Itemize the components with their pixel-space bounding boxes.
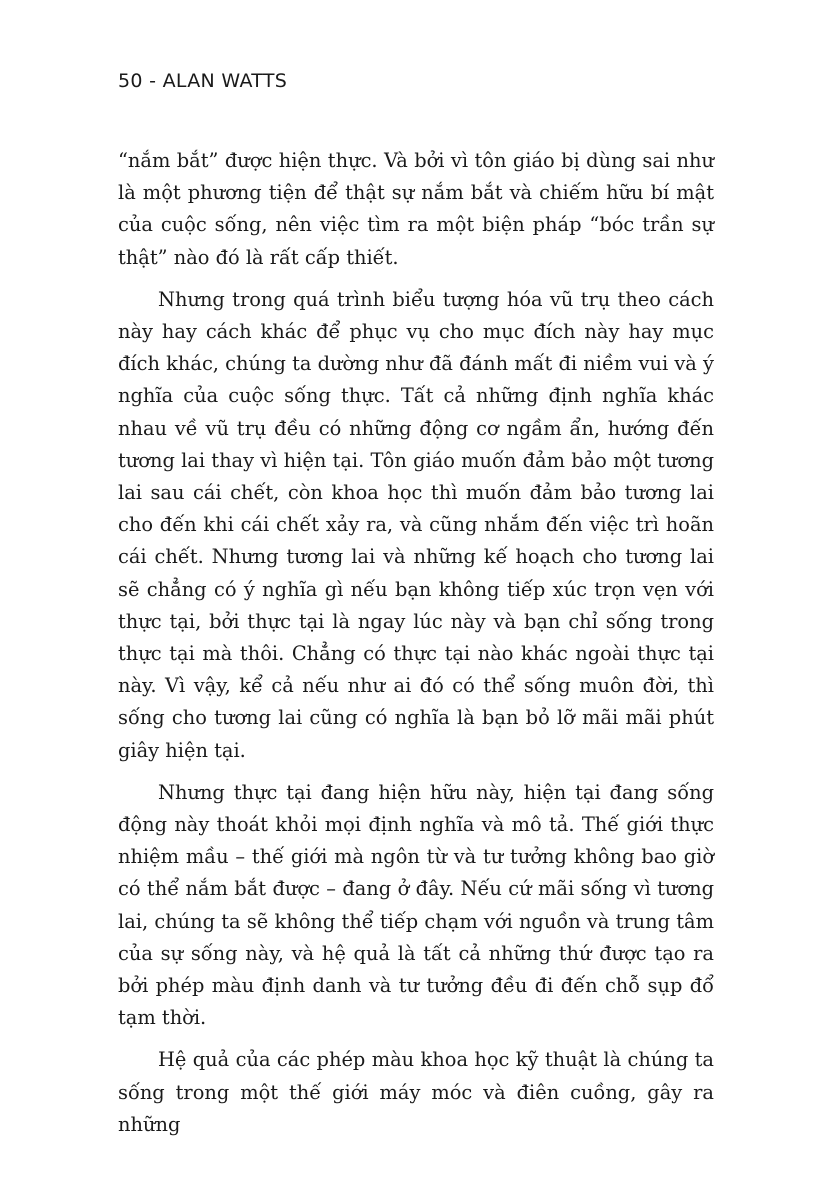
author-name: ALAN WATTS bbox=[162, 70, 288, 92]
paragraph: Nhưng trong quá trình biểu tượng hóa vũ trụ theo cách này hay cách khác để phục vụ cho mục đích này hay mục đích khác, chúng ta dường như đã đánh mất đi niềm vui và ý nghĩa của cuộc sống thực. Tất cả những định nghĩa khác nhau về vũ trụ đều có những động cơ ngầm ẩn, hướng đến tương lai thay vì hiện tại. Tôn giáo muốn đảm bảo một tương lai sau cái chết, còn khoa học thì muốn đảm bảo tương lai cho đến khi cái chết xảy ra, và cũng nhắm đến việc trì hoãn cái chết. Nhưng tương lai và những kế hoạch cho tương lai sẽ chẳng có ý nghĩa gì nếu bạn không tiếp xúc trọn vẹn với thực tại, bởi thực tại là ngay lúc này và bạn chỉ sống trong thực tại mà thôi. Chẳng có thực tại nào khác ngoài thực tại này. Vì vậy, kể cả nếu như ai đó có thể sống muôn đời, thì sống cho tương lai cũng có nghĩa là bạn bỏ lỡ mãi mãi phút giây hiện tại. bbox=[118, 287, 714, 762]
paragraph-continuation: “nắm bắt” được hiện thực. Và bởi vì tôn giáo bị dùng sai như là một phương tiện để thật sự nắm bắt và chiếm hữu bí mật của cuộc sống, nên việc tìm ra một biện pháp “bóc trần sự thật” nào đó là rất cấp thiết. bbox=[118, 149, 714, 269]
body-text bbox=[118, 145, 714, 1151]
paragraph: Nhưng thực tại đang hiện hữu này, hiện tại đang sống động này thoát khỏi mọi định nghĩa và mô tả. Thế giới thực nhiệm mầu – thế giới mà ngôn từ và tư tưởng không bao giờ có thể nắm bắt được – đang ở đây. Nếu cứ mãi sống vì tương lai, chúng ta sẽ không thể tiếp chạm với nguồn và trung tâm của sự sống này, và hệ quả là tất cả những thứ được tạo ra bởi phép màu định danh và tư tưởng đều đi đến chỗ sụp đổ tạm thời. bbox=[118, 780, 714, 1030]
paragraph: Hệ quả của các phép màu khoa học kỹ thuật là chúng ta sống trong một thế giới máy móc và điên cuồng, gây ra những bbox=[118, 1048, 714, 1136]
page-number: 50 bbox=[118, 70, 143, 92]
running-head bbox=[118, 70, 287, 92]
header-separator: - bbox=[149, 70, 157, 92]
